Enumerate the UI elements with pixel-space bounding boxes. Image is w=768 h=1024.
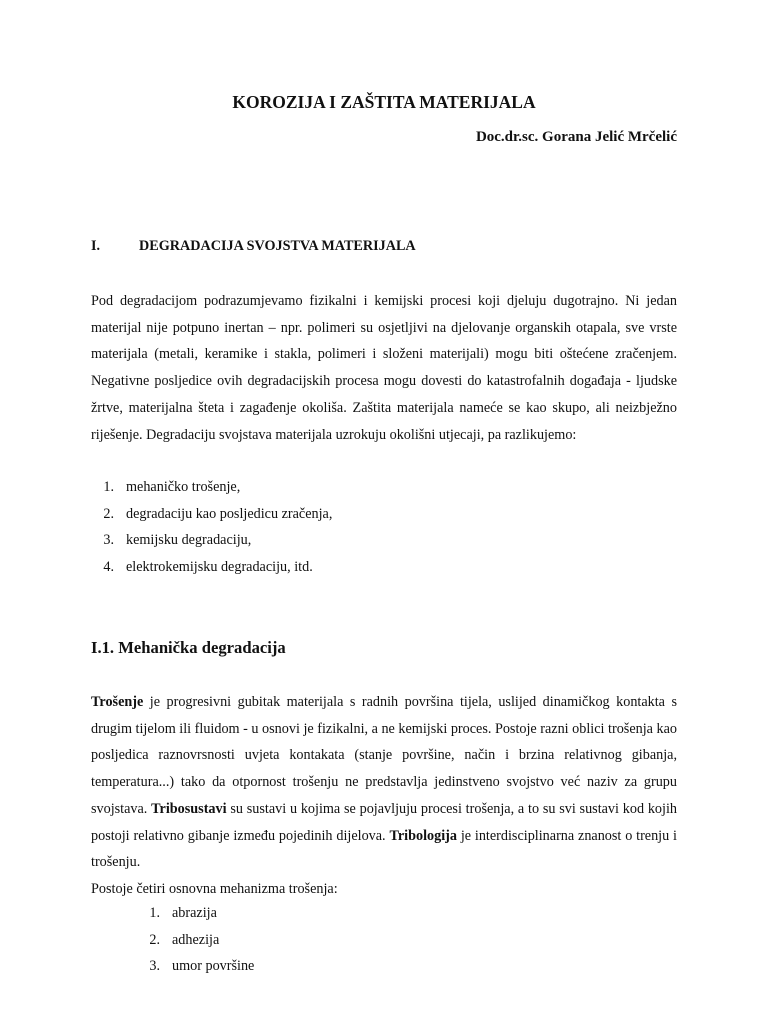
list-item — [90, 554, 332, 581]
wear-paragraph — [91, 689, 677, 876]
wear-mechanisms-list — [136, 900, 254, 980]
term-tribosustavi: Tribosustavi — [151, 800, 227, 817]
list-item — [136, 900, 254, 927]
list-item-number: 4. — [103, 559, 114, 576]
document-author: Doc.dr.sc. Gorana Jelić Mrčelić — [475, 129, 677, 145]
list-item — [90, 474, 332, 501]
list-item — [90, 527, 332, 554]
term-tribologija: Tribologija — [389, 827, 457, 844]
list-item-text: adhezija — [172, 931, 220, 948]
list-item-text: mehaničko trošenje, — [126, 479, 241, 495]
intro-paragraph: Pod degradacijom podrazumjevamo fizikalni i kemijski procesi koji djeluju dugotrajno. Ni jedan materijal nije potpuno inertan – npr. polimeri su osjetljivi na djelovanje organskih otapala, sve vrste materijala (metali, keramike i stakla, polimeri i složeni materijali) mogu biti oštećene zračenjem. Negativne posljedice ovih degradacijskih procesa mogu dovesti do katastrofalnih događaja - ljudske žrtve, materijalna šteta i zagađenje okoliša. Zaštita materijala nameće se kao skupo, ali neizbježno riješenje. Degradaciju svojstava materijala uzrokuju okolišni utjecaji, pa razlikujemo: — [91, 293, 677, 443]
list-item-number: 2. — [103, 505, 114, 522]
list-item-text: elektrokemijsku degradaciju, itd. — [126, 559, 313, 576]
list-item-text: umor površine — [172, 958, 255, 975]
list-item-number: 3. — [149, 958, 160, 975]
list-item-number: 2. — [149, 931, 160, 948]
list-item-number: 1. — [103, 479, 114, 495]
mechanisms-intro: Postoje četiri osnovna mehanizma trošenja: — [91, 881, 338, 897]
term-trosenje: Trošenje — [91, 694, 144, 710]
list-item-number: 1. — [149, 905, 160, 921]
degradation-causes-list — [90, 474, 332, 581]
list-item-number: 3. — [103, 532, 114, 549]
list-item — [90, 501, 332, 528]
list-item-text: abrazija — [172, 905, 217, 921]
section-heading — [91, 238, 416, 255]
list-item — [136, 953, 254, 980]
list-item-text: kemijsku degradaciju, — [126, 532, 252, 549]
subsection-heading: I.1. Mehanička degradacija — [91, 638, 286, 657]
section-title: DEGRADACIJA SVOJSTVA MATERIJALA — [139, 238, 416, 254]
wear-text-b: su sustavi u kojima se pojavljuju procesi trošenja, a to su svi sustavi kod kojih postoji relativno gibanje između pojedinih dijelova. — [91, 800, 677, 844]
list-item-text: degradaciju kao posljedicu zračenja, — [126, 505, 333, 522]
section-number: I. — [91, 238, 101, 254]
wear-text-a: je progresivni gubitak materijala s radnih površina tijela, uslijed dinamičkog kontakta s drugim tijelom ili fluidom - u osnovi je fizikalni, a ne kemijski proces. Postoje razni oblici trošenja kao posljedica raznovrsnosti uvjeta kontakata (stanje površine, način i brzina relativnog gibanja, temperatura...) tako da otpornost trošenju ne predstavlja jedinstveno svojstvo već naziv za grupu svojstava. — [91, 694, 677, 817]
list-item — [136, 927, 254, 954]
document-title: KOROZIJA I ZAŠTITA MATERIJALA — [232, 92, 536, 112]
wear-text-c: je interdisciplinarna znanost o trenju i trošenju. — [91, 827, 677, 871]
